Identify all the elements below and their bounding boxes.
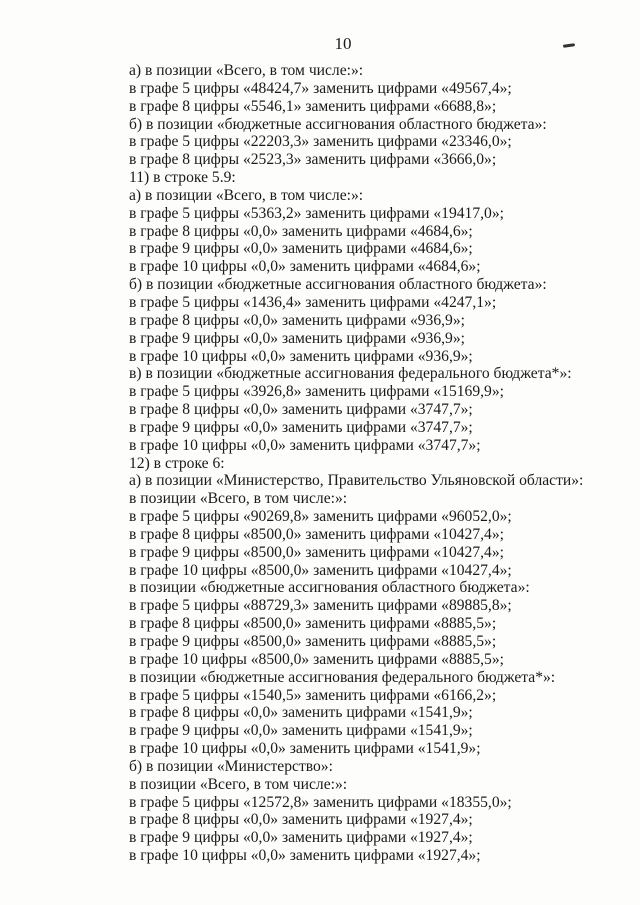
- document-line: в графе 5 цифры «1540,5» заменить цифрами «6166,2»;: [129, 686, 497, 704]
- document-line: в графе 8 цифры «2523,3» заменить цифрами «3666,0»;: [129, 151, 497, 169]
- document-line: в графе 5 цифры «1436,4» заменить цифрами «4247,1»;: [129, 293, 497, 311]
- document-line: в графе 10 цифры «8500,0» заменить цифрами «8885,5»;: [129, 650, 504, 668]
- document-line: в графе 10 цифры «0,0» заменить цифрами «936,9»;: [129, 347, 473, 365]
- document-line: в графе 5 цифры «3926,8» заменить цифрами «15169,9»;: [129, 383, 504, 401]
- document-line: в графе 5 цифры «12572,8» заменить цифрами «18355,0»;: [129, 793, 512, 811]
- document-line: в графе 9 цифры «0,0» заменить цифрами «1541,9»;: [129, 722, 473, 740]
- document-line: в графе 10 цифры «0,0» заменить цифрами «3747,7»;: [129, 436, 481, 454]
- document-line: в графе 9 цифры «0,0» заменить цифрами «936,9»;: [129, 329, 465, 347]
- document-line: б) в позиции «Министерство»:: [129, 757, 333, 775]
- document-line: в графе 8 цифры «0,0» заменить цифрами «1927,4»;: [129, 811, 473, 829]
- document-line: в графе 8 цифры «0,0» заменить цифрами «936,9»;: [129, 311, 465, 329]
- document-line: в графе 9 цифры «8500,0» заменить цифрами «10427,4»;: [129, 543, 504, 561]
- document-line: в графе 5 цифры «88729,3» заменить цифрами «89885,8»;: [129, 597, 512, 615]
- document-line: в графе 10 цифры «0,0» заменить цифрами «1927,4»;: [129, 847, 481, 865]
- document-line: в позиции «Всего, в том числе:»:: [129, 775, 348, 793]
- document-line: в позиции «бюджетные ассигнования областного бюджета»:: [129, 579, 530, 597]
- document-line: б) в позиции «бюджетные ассигнования областного бюджета»:: [129, 276, 547, 294]
- document-line: а) в позиции «Всего, в том числе:»:: [129, 62, 364, 79]
- document-line: а) в позиции «Всего, в том числе:»:: [129, 186, 364, 204]
- document-line: в графе 8 цифры «8500,0» заменить цифрами «10427,4»;: [129, 525, 504, 543]
- document-line: в графе 10 цифры «8500,0» заменить цифрами «10427,4»;: [129, 561, 512, 579]
- page-number: 10: [334, 34, 352, 53]
- document-line: в графе 8 цифры «8500,0» заменить цифрами «8885,5»;: [129, 615, 497, 633]
- document-line: а) в позиции «Министерство, Правительство Ульяновской области»:: [129, 472, 584, 490]
- document-line: 12) в строке 6:: [129, 454, 225, 472]
- document-line: в графе 8 цифры «5546,1» заменить цифрами «6688,8»;: [129, 97, 497, 115]
- document-line: в графе 10 цифры «0,0» заменить цифрами «1541,9»;: [129, 740, 481, 758]
- document-line: в графе 5 цифры «5363,2» заменить цифрами «19417,0»;: [129, 204, 504, 222]
- document-line: в позиции «Всего, в том числе:»:: [129, 490, 348, 508]
- document-line: в графе 9 цифры «0,0» заменить цифрами «4684,6»;: [129, 240, 473, 258]
- document-line: в позиции «бюджетные ассигнования федерального бюджета*»:: [129, 668, 556, 686]
- document-line: в графе 9 цифры «0,0» заменить цифрами «3747,7»;: [129, 418, 473, 436]
- document-line: в графе 10 цифры «0,0» заменить цифрами «4684,6»;: [129, 258, 481, 276]
- document-line: в графе 9 цифры «0,0» заменить цифрами «1927,4»;: [129, 829, 473, 847]
- document-line: в графе 5 цифры «22203,3» заменить цифрами «23346,0»;: [129, 133, 512, 151]
- document-line: в графе 9 цифры «8500,0» заменить цифрами «8885,5»;: [129, 633, 497, 650]
- document-line: в) в позиции «бюджетные ассигнования федерального бюджета*»:: [129, 365, 572, 383]
- document-line: в графе 5 цифры «90269,8» заменить цифрами «96052,0»;: [129, 508, 512, 526]
- document-line: 11) в строке 5.9:: [129, 169, 236, 187]
- document-line: б) в позиции «бюджетные ассигнования областного бюджета»:: [129, 115, 547, 133]
- document-line: в графе 5 цифры «48424,7» заменить цифрами «49567,4»;: [129, 79, 512, 97]
- document-line: в графе 8 цифры «0,0» заменить цифрами «4684,6»;: [129, 222, 473, 240]
- document-line: в графе 8 цифры «0,0» заменить цифрами «1541,9»;: [129, 704, 473, 722]
- document-line: в графе 8 цифры «0,0» заменить цифрами «3747,7»;: [129, 401, 473, 419]
- document-body: [129, 62, 620, 865]
